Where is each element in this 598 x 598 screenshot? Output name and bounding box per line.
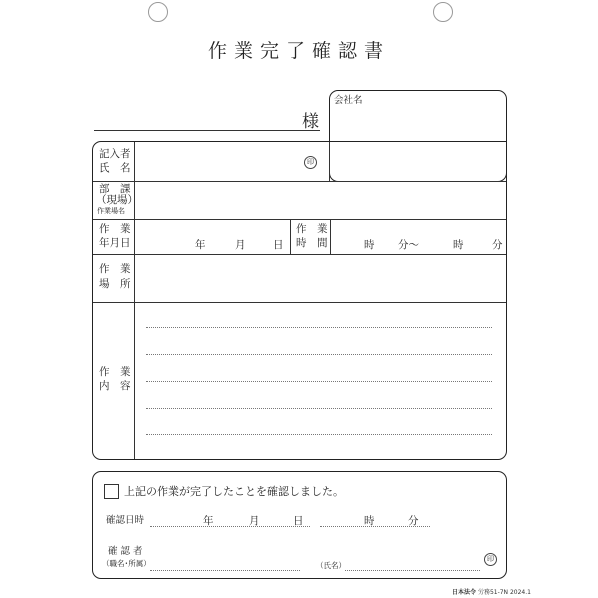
footer-brand: 日本法令 (452, 589, 477, 596)
department-label-line1: 部 課 (99, 183, 131, 195)
binder-hole-right (433, 2, 453, 22)
confirm-checkbox[interactable] (104, 484, 119, 499)
department-label-line2: （現場） (96, 194, 138, 206)
row-divider (93, 219, 506, 220)
department-label-line3: 作業場名 (97, 207, 125, 215)
work-date-label-line1: 作 業 (99, 223, 131, 235)
confirm-datetime-label: 確認日時 (106, 515, 145, 526)
work-time-end-minute-unit: 分 (492, 239, 503, 251)
row-divider (93, 181, 330, 182)
company-box-divider (329, 142, 330, 182)
label-column-divider (134, 142, 135, 459)
work-place-label-line2: 場 所 (99, 278, 131, 290)
time-label-divider-left (290, 219, 291, 254)
department-field[interactable] (136, 183, 504, 218)
work-place-field[interactable] (136, 256, 504, 300)
work-place-label-line1: 作 業 (99, 263, 131, 275)
work-time-label-line1: 作 業 (296, 223, 328, 235)
recorder-name-field[interactable] (136, 143, 322, 180)
row-divider (330, 181, 506, 182)
work-time-end-hour-unit: 時 (453, 239, 464, 251)
binder-hole-left (148, 2, 168, 22)
document-title: 作業完了確認書 (207, 40, 390, 62)
confirm-statement: 上記の作業が完了したことを確認しました。 (124, 485, 344, 498)
work-time-start-hour-unit: 時 (364, 239, 375, 251)
row-divider (93, 302, 506, 303)
honorific-label: 様 (302, 112, 319, 132)
work-date-label-line2: 年月日 (99, 237, 131, 249)
confirmer-title-dotted-line (150, 570, 300, 571)
confirm-day-unit: 日 (293, 515, 304, 527)
work-time-label-line2: 時 間 (296, 237, 328, 249)
confirm-hour-unit: 時 (364, 515, 375, 527)
confirm-minute-unit: 分 (408, 515, 419, 527)
work-content-label-line1: 作 業 (99, 366, 131, 378)
time-label-divider-right (330, 219, 331, 254)
work-date-day-unit: 日 (273, 239, 284, 251)
work-content-label-line2: 内 容 (99, 380, 131, 392)
confirmer-title-field[interactable] (150, 552, 300, 570)
work-time-start-minute-unit: 分～ (398, 239, 419, 251)
confirm-year-unit: 年 (203, 515, 214, 527)
confirmer-name-label: （氏名） (316, 561, 346, 570)
recorder-seal-mark: 印 (304, 156, 317, 169)
footer-publisher (452, 587, 531, 596)
addressee-line (94, 130, 320, 131)
work-date-month-unit: 月 (235, 239, 246, 251)
row-divider (93, 254, 506, 255)
company-name-label: 会社名 (334, 95, 363, 106)
confirmer-name-field[interactable] (345, 552, 480, 570)
confirm-datetime-field[interactable] (150, 510, 435, 528)
recorder-label-line1: 記入者 (99, 148, 131, 160)
recorder-label-line2: 氏 名 (99, 162, 131, 174)
confirm-month-unit: 月 (249, 515, 260, 527)
work-date-year-unit: 年 (195, 239, 206, 251)
footer-date: 2024.1 (509, 589, 531, 596)
confirmer-seal-mark: 印 (484, 553, 497, 566)
footer-form-code: 労務51-7N (477, 589, 509, 596)
confirmer-label-line2: （職名･所属） (102, 559, 151, 568)
confirmer-name-dotted-line (345, 570, 480, 571)
confirmer-label-line1: 確 認 者 (108, 546, 143, 557)
work-content-field[interactable] (136, 304, 504, 458)
